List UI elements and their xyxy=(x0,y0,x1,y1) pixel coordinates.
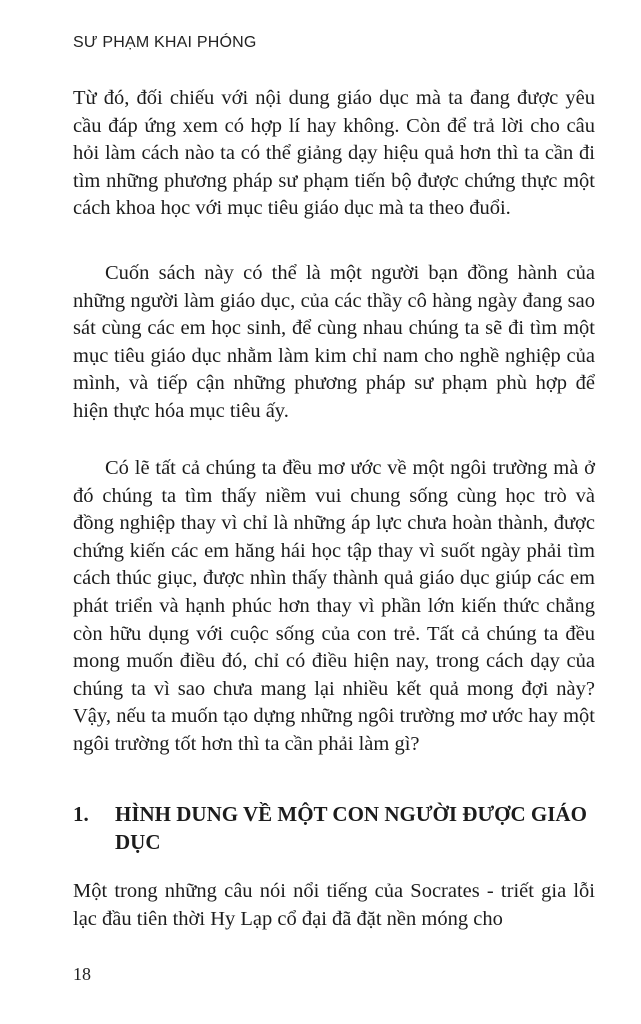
paragraph-4 xyxy=(73,878,595,933)
page-number: 18 xyxy=(73,964,91,984)
section-title: HÌNH DUNG VỀ MỘT CON NGƯỜI ĐƯỢC GIÁO DỤC xyxy=(115,802,587,854)
paragraph-text: Có lẽ tất cả chúng ta đều mơ ước về một ngôi trường mà ở đó chúng ta tìm thấy niềm vui chung sống cùng học trò và đồng nghiệp thay vì chỉ là những áp lực chưa hoàn thành, được chứng kiến các em hăng hái học tập thay vì suốt ngày phải tìm cách thúc giục, được nhìn thấy thành quả giáo dục giúp các em phát triển và hạnh phúc hơn thay vì phần lớn kiến thức chẳng còn hữu dụng với cuộc sống của con trẻ. Tất cả chúng ta đều mong muốn điều đó, chỉ có điều hiện nay, trong cách dạy của chúng ta vì sao chưa mang lại nhiều kết quả mong đợi này? Vậy, nếu ta muốn tạo dựng những ngôi trường mơ ước hay một ngôi trường tốt hơn thì ta cần phải làm gì? xyxy=(73,457,595,755)
paragraph-text: Từ đó, đối chiếu với nội dung giáo dục mà ta đang được yêu cầu đáp ứng xem có hợp lí hay không. Còn để trả lời cho câu hỏi làm cách nào ta có thể giảng dạy hiệu quả hơn thì ta cần đi tìm những phương pháp sư phạm tiến bộ được chứng thực một cách khoa học với mục tiêu giáo dục mà ta theo đuổi. xyxy=(73,87,595,220)
paragraph-1 xyxy=(73,85,595,223)
paragraph-2 xyxy=(73,260,595,426)
section-number: 1. xyxy=(73,802,89,826)
section-heading xyxy=(73,800,595,856)
running-header: SƯ PHẠM KHAI PHÓNG xyxy=(73,34,257,51)
paragraph-3 xyxy=(73,455,595,759)
paragraph-text: Một trong những câu nói nổi tiếng của Socrates - triết gia lỗi lạc đầu tiên thời Hy Lạp cổ đại đã đặt nền móng cho xyxy=(73,880,595,930)
paragraph-text: Cuốn sách này có thể là một người bạn đồng hành của những người làm giáo dục, của các thầy cô hàng ngày đang sao sát cùng các em học sinh, để cùng nhau chúng ta sẽ đi tìm một mục tiêu giáo dục nhằm làm kim chỉ nam cho nghề nghiệp của mình, và tiếp cận những phương pháp sư phạm phù hợp để hiện thực hóa mục tiêu ấy. xyxy=(73,262,595,422)
